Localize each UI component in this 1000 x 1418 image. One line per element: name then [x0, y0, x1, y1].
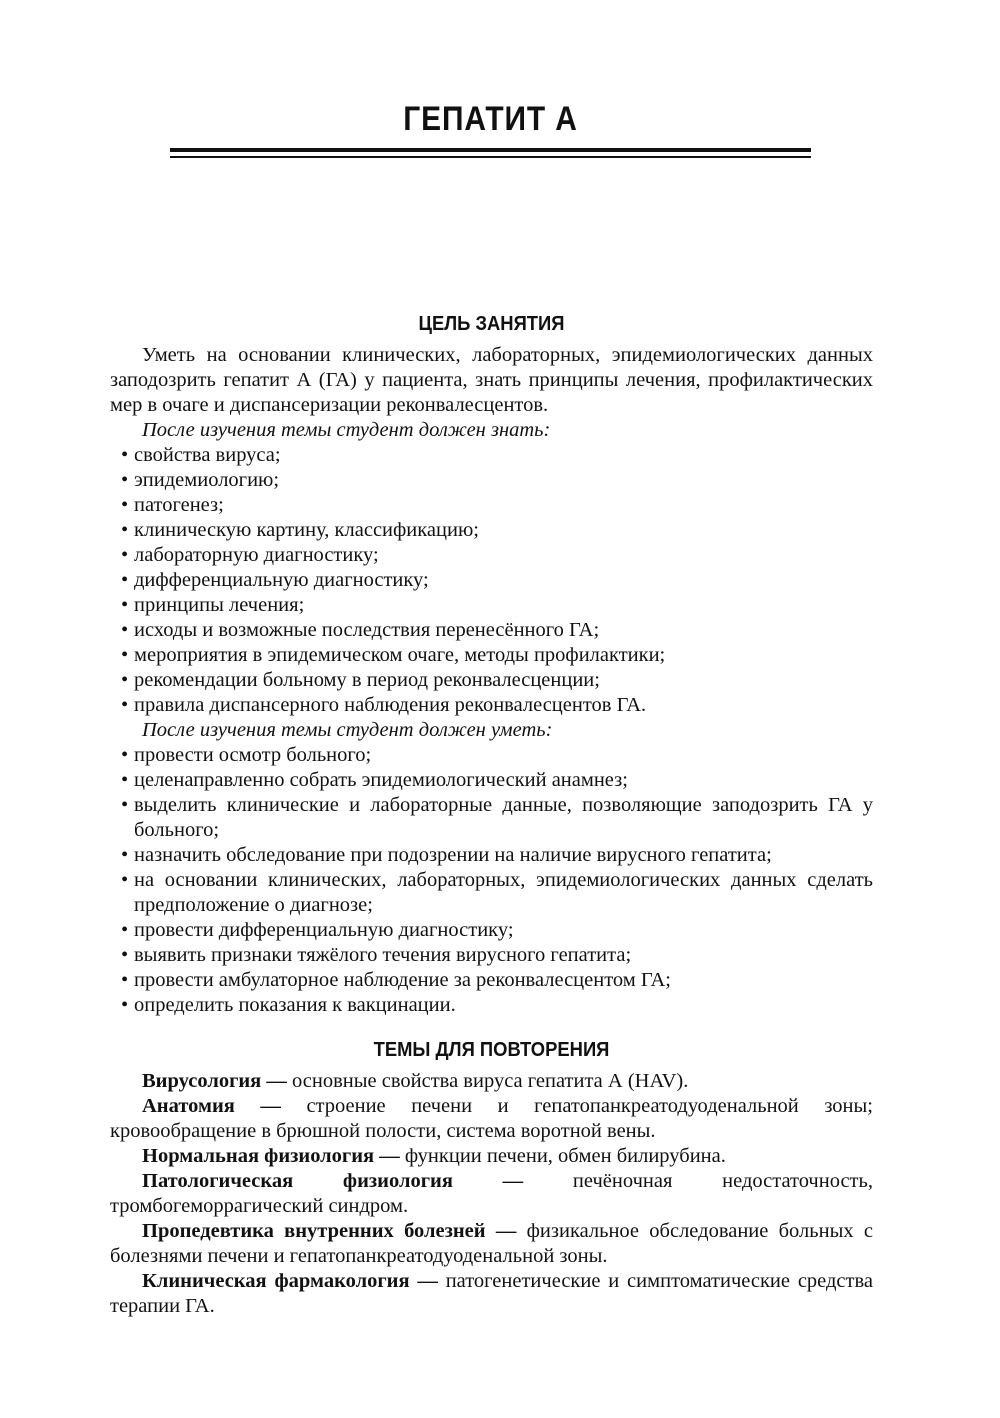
topic-term: Нормальная физиология — — [142, 1145, 400, 1167]
topic-term: Вирусология — — [142, 1070, 287, 1092]
chapter-title: ГЕПАТИТ А — [403, 100, 578, 138]
know-item: • рекомендации больному в период реконвалесценции; — [134, 668, 873, 693]
know-lead: После изучения темы студент должен знать: — [142, 419, 551, 441]
topic-text: печёночная недостаточность, тромбогеморрагический синдром. — [110, 1170, 873, 1217]
know-list — [110, 443, 873, 718]
topic-term: Патологическая физиология — — [142, 1170, 524, 1192]
know-item: • лабораторную диагностику; — [134, 543, 873, 568]
able-item: • назначить обследование при подозрении на наличие вирусного гепатита; — [134, 843, 873, 868]
topic-term: Анатомия — — [142, 1095, 281, 1117]
topic-text: функции печени, обмен билирубина. — [399, 1145, 726, 1167]
able-item: • определить показания к вакцинации. — [134, 993, 873, 1018]
able-item: • целенаправленно собрать эпидемиологический анамнез; — [134, 768, 873, 793]
know-item: • мероприятия в эпидемическом очаге, методы профилактики; — [134, 643, 873, 668]
review-topic — [110, 1069, 873, 1094]
topic-text: патогенетические и симптоматические средства терапии ГА. — [110, 1270, 873, 1317]
able-item: • провести дифференциальную диагностику; — [134, 918, 873, 943]
know-item: • дифференциальную диагностику; — [134, 568, 873, 593]
topic-text: строение печени и гепатопанкреатодуоденальной зоны; кровообращение в брюшной полости, система воротной вены. — [110, 1095, 873, 1142]
know-item: • исходы и возможные последствия перенесённого ГА; — [134, 618, 873, 643]
topic-text: основные свойства вируса гепатита А (HAV). — [286, 1070, 689, 1092]
able-list — [110, 743, 873, 1018]
topic-text: физикальное обследование больных с болезнями печени и гепатопанкреатодуоденальной зоны. — [110, 1220, 873, 1267]
able-lead: После изучения темы студент должен уметь: — [142, 719, 553, 741]
able-item: • провести амбулаторное наблюдение за реконвалесцентом ГА; — [134, 968, 873, 993]
know-item: • патогенез; — [134, 493, 873, 518]
able-item: • провести осмотр больного; — [134, 743, 873, 768]
know-item: • правила диспансерного наблюдения реконвалесцентов ГА. — [134, 693, 873, 718]
know-item: • клиническую картину, классификацию; — [134, 518, 873, 543]
know-item: • принципы лечения; — [134, 593, 873, 618]
know-item: • свойства вируса; — [134, 443, 873, 468]
know-item: • эпидемиологию; — [134, 468, 873, 493]
title-rule-thick — [170, 148, 811, 152]
review-topic — [110, 1219, 873, 1269]
title-rule-thin — [170, 156, 811, 158]
review-topic — [110, 1144, 873, 1169]
able-item: • выявить признаки тяжёлого течения вирусного гепатита; — [134, 943, 873, 968]
goal-intro: Уметь на основании клинических, лабораторных, эпидемиологических данных заподозрить гепатит А (ГА) у пациента, знать принципы лечения, профилактических мер в очаге и диспансеризации реконвалесцентов. — [110, 344, 873, 416]
review-topic — [110, 1269, 873, 1319]
topic-term: Пропедевтика внутренних болезней — — [142, 1220, 517, 1242]
able-item: • выделить клинические и лабораторные данные, позволяющие заподозрить ГА у больного; — [134, 793, 873, 843]
review-topic — [110, 1094, 873, 1144]
goal-heading: ЦЕЛЬ ЗАНЯТИЯ — [418, 313, 565, 335]
review-topic — [110, 1169, 873, 1219]
topic-term: Клиническая фармакология — — [142, 1270, 438, 1292]
content-body — [110, 312, 873, 1319]
able-item: • на основании клинических, лабораторных, эпидемиологических данных сделать предположение о диагнозе; — [134, 868, 873, 918]
review-heading: ТЕМЫ ДЛЯ ПОВТОРЕНИЯ — [373, 1039, 610, 1061]
